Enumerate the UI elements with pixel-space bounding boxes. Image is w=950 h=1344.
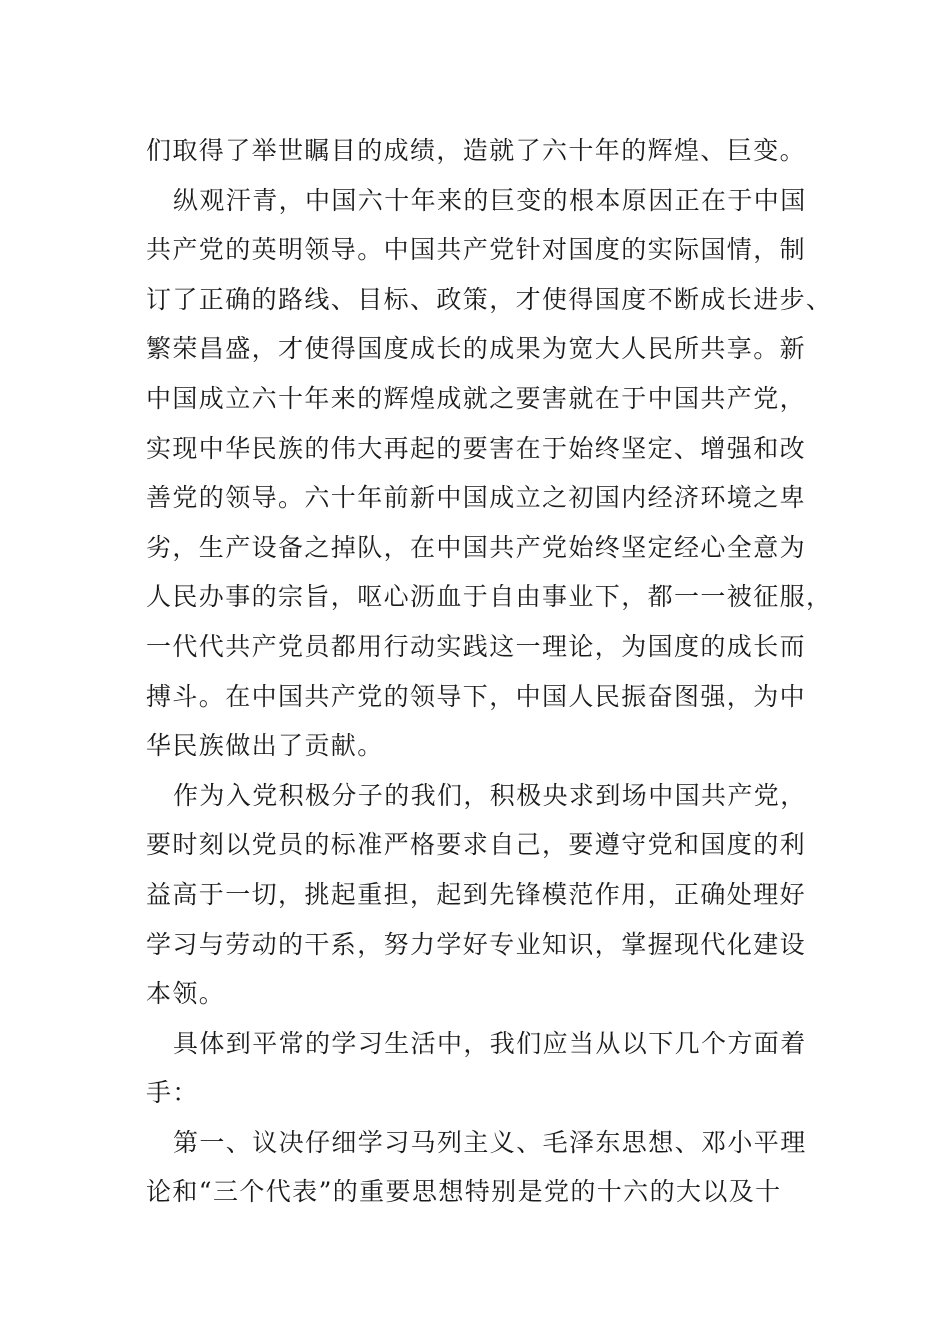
text-line-13: 华民族做出了贡献。	[146, 731, 384, 761]
text-line-17: 学习与劳动的干系，努力学好专业知识，掌握现代化建设	[146, 929, 807, 959]
text-line-19: 具体到平常的学习生活中，我们应当从以下几个方面着	[173, 1028, 807, 1058]
text-line-12: 搏斗。在中国共产党的领导下，中国人民振奋图强，为中	[146, 681, 807, 711]
text-line-7: 实现中华民族的伟大再起的要害在于始终坚定、增强和改	[146, 433, 807, 463]
text-line-6: 中国成立六十年来的辉煌成就之要害就在于中国共产党，	[146, 383, 807, 413]
text-line-2: 纵观汗青，中国六十年来的巨变的根本原因正在于中国	[173, 185, 807, 215]
text-line-22: 论和“三个代表”的重要思想特别是党的十六的大以及十	[146, 1177, 782, 1207]
text-line-10: 人民办事的宗旨，呕心沥血于自由事业下，都一一被征服，	[146, 582, 833, 612]
text-line-14: 作为入党积极分子的我们，积极央求到场中国共产党，	[173, 780, 807, 810]
text-line-15: 要时刻以党员的标准严格要求自己，要遵守党和国度的利	[146, 830, 807, 860]
text-line-5: 繁荣昌盛，才使得国度成长的成果为宽大人民所共享。新	[146, 334, 807, 364]
text-line-21: 第一、议决仔细学习马列主义、毛泽东思想、邓小平理	[173, 1127, 807, 1157]
text-line-16: 益高于一切，挑起重担，起到先锋模范作用，正确处理好	[146, 879, 807, 909]
document-body	[146, 126, 833, 1217]
text-line-20: 手：	[146, 1078, 199, 1108]
text-line-9: 劣，生产设备之掉队，在中国共产党始终坚定经心全意为	[146, 532, 807, 562]
text-line-4: 订了正确的路线、目标、政策，才使得国度不断成长进步、	[146, 284, 833, 314]
text-line-3: 共产党的英明领导。中国共产党针对国度的实际国情，制	[146, 235, 807, 265]
text-line-18: 本领。	[146, 979, 226, 1009]
text-line-11: 一代代共产党员都用行动实践这一理论，为国度的成长而	[146, 631, 807, 661]
text-line-1: 们取得了举世瞩目的成绩，造就了六十年的辉煌、巨变。	[146, 136, 807, 165]
text-line-8: 善党的领导。六十年前新中国成立之初国内经济环境之卑	[146, 483, 807, 513]
